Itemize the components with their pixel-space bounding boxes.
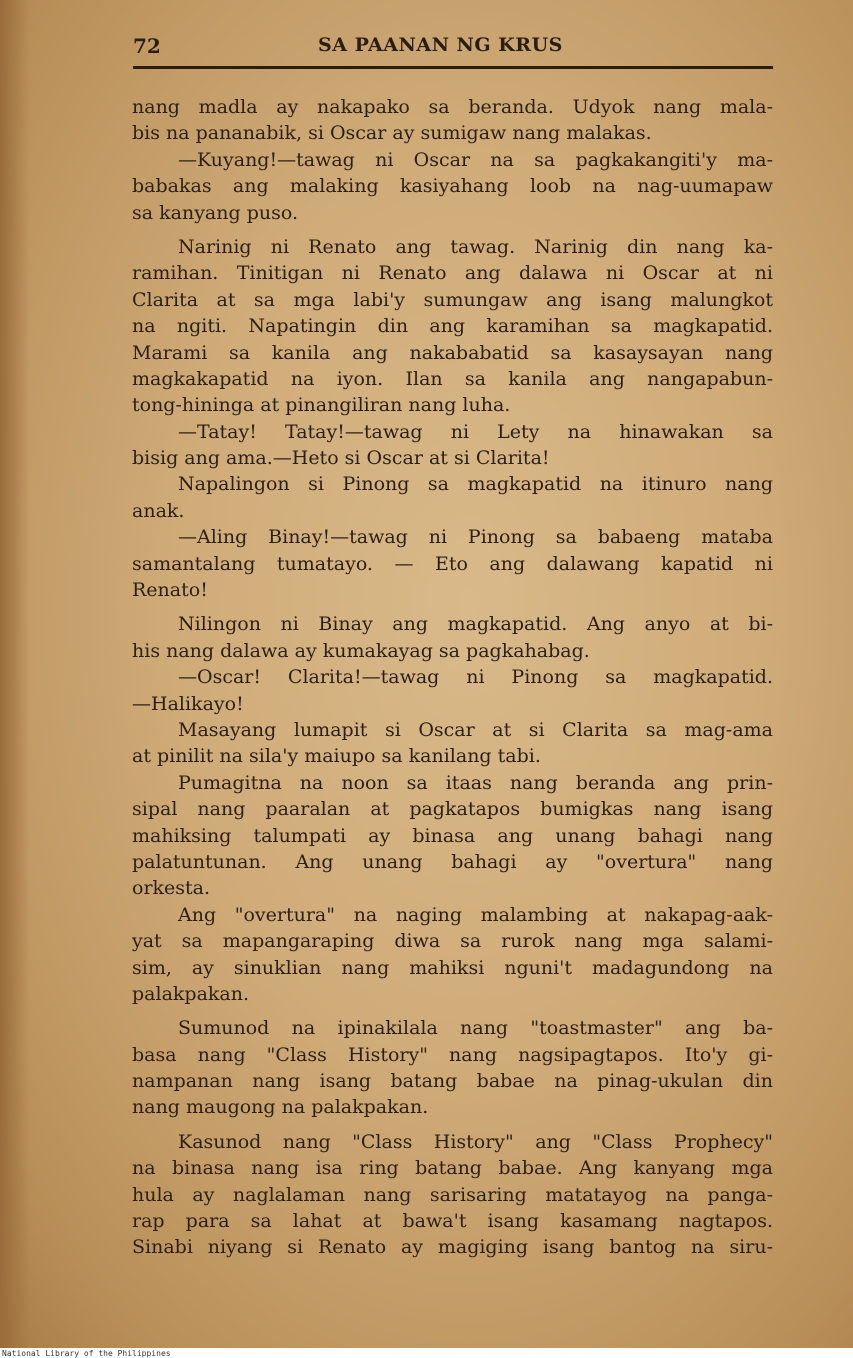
text-line: Nilingon ni Binay ang magkapatid. Ang anyo at bi-: [178, 613, 773, 636]
paragraph: [132, 234, 773, 419]
scan-credit: National Library of the Philippines: [2, 1349, 171, 1358]
text-line: basa nang "Class History" nang nagsipagtapos. Ito'y gi-: [132, 1043, 773, 1066]
text-line: Narinig ni Renato ang tawag. Narinig din nang ka-: [178, 235, 773, 258]
text-line: tong-hininga at pinangiliran nang luha.: [132, 394, 511, 417]
text-line: na binasa nang isa ring batang babae. Ang kanyang mga: [132, 1157, 773, 1180]
paragraph: [132, 611, 773, 664]
paragraph: [132, 94, 773, 147]
text-line: his nang dalawa ay kumakayag sa pagkahabag.: [132, 639, 590, 662]
text-line: Masayang lumapit si Oscar at si Clarita sa mag-ama: [178, 718, 773, 741]
paragraph: [132, 770, 773, 902]
text-line: babakas ang malaking kasiyahang loob na nag-uumapaw: [132, 175, 773, 198]
text-line: —Oscar! Clarita!—tawag ni Pinong sa magkapatid.: [178, 666, 773, 689]
text-line: nang maugong na palakpakan.: [132, 1096, 429, 1119]
text-line: sim, ay sinuklian nang mahiksi nguni't madagundong na: [132, 956, 773, 979]
paragraph: [132, 1015, 773, 1121]
text-line: hula ay naglalaman nang sarisaring matatayog na panga-: [132, 1183, 773, 1206]
text-line: Sumunod na ipinakilala nang "toastmaster" ang ba-: [178, 1017, 773, 1040]
text-line: —Tatay! Tatay!—tawag ni Lety na hinawakan sa: [178, 420, 773, 443]
body-text: [132, 94, 773, 1261]
text-line: mahiksing talumpati ay binasa ang unang bahagi nang: [132, 824, 773, 847]
text-line: nang madla ay nakapako sa beranda. Udyok nang mala-: [132, 96, 773, 118]
paragraph: [132, 902, 773, 1008]
text-line: anak.: [132, 499, 185, 522]
text-line: Napalingon si Pinong sa magkapatid na itinuro nang: [178, 473, 773, 496]
text-line: sa kanyang puso.: [132, 201, 298, 224]
text-line: samantalang tumatayo. — Eto ang dalawang kapatid ni: [132, 552, 773, 575]
text-line: rap para sa lahat at bawa't isang kasamang nagtapos.: [132, 1210, 773, 1233]
paragraph: [132, 147, 773, 226]
running-title: SA PAANAN NG KRUS: [318, 34, 563, 56]
text-line: Sinabi niyang si Renato ay magiging isang bantog na siru-: [132, 1236, 773, 1259]
paragraph: [132, 717, 773, 770]
paragraph: [132, 664, 773, 717]
page-header: [133, 34, 773, 64]
text-line: Ang "overtura" na naging malambing at nakapag-aak-: [178, 903, 773, 926]
text-line: bisig ang ama.—Heto si Oscar at si Clarita!: [132, 447, 550, 470]
text-line: Pumagitna na noon sa itaas nang beranda ang prin-: [178, 771, 773, 794]
paragraph: [132, 1129, 773, 1261]
text-line: na ngiti. Napatingin din ang karamihan sa magkapatid.: [132, 315, 773, 338]
text-line: Clarita at sa mga labi'y sumungaw ang isang malungkot: [132, 288, 773, 311]
page-edge-shadow: [0, 0, 30, 1348]
text-line: at pinilit na sila'y maiupo sa kanilang tabi.: [132, 745, 541, 768]
text-line: —Kuyang!—tawag ni Oscar na sa pagkakangiti'y ma-: [178, 148, 773, 171]
text-line: —Aling Binay!—tawag ni Pinong sa babaeng mataba: [178, 526, 773, 549]
text-line: magkakapatid na iyon. Ilan sa kanila ang nangapabun-: [132, 367, 773, 390]
text-line: orkesta.: [132, 877, 211, 900]
text-line: sipal nang paaralan at pagkatapos bumigkas nang isang: [132, 798, 773, 821]
text-line: nampanan nang isang batang babae na pinag-ukulan din: [132, 1070, 773, 1093]
text-line: ramihan. Tinitigan ni Renato ang dalawa ni Oscar at ni: [132, 262, 773, 285]
header-rule: [133, 66, 773, 69]
text-line: palatuntunan. Ang unang bahagi ay "overtura" nang: [132, 850, 773, 873]
text-line: Marami sa kanila ang nakababatid sa kasaysayan nang: [132, 341, 773, 364]
paragraph: [132, 471, 773, 524]
page-number: 72: [133, 34, 161, 58]
paragraph: [132, 419, 773, 472]
text-line: —Halikayo!: [132, 692, 244, 715]
text-line: palakpakan.: [132, 982, 250, 1005]
paragraph: [132, 524, 773, 603]
text-line: Kasunod nang "Class History" ang "Class Prophecy": [178, 1130, 773, 1153]
text-line: yat sa mapangaraping diwa sa rurok nang mga salami-: [132, 930, 773, 953]
text-line: Renato!: [132, 579, 208, 602]
text-line: bis na pananabik, si Oscar ay sumigaw nang malakas.: [132, 122, 652, 145]
